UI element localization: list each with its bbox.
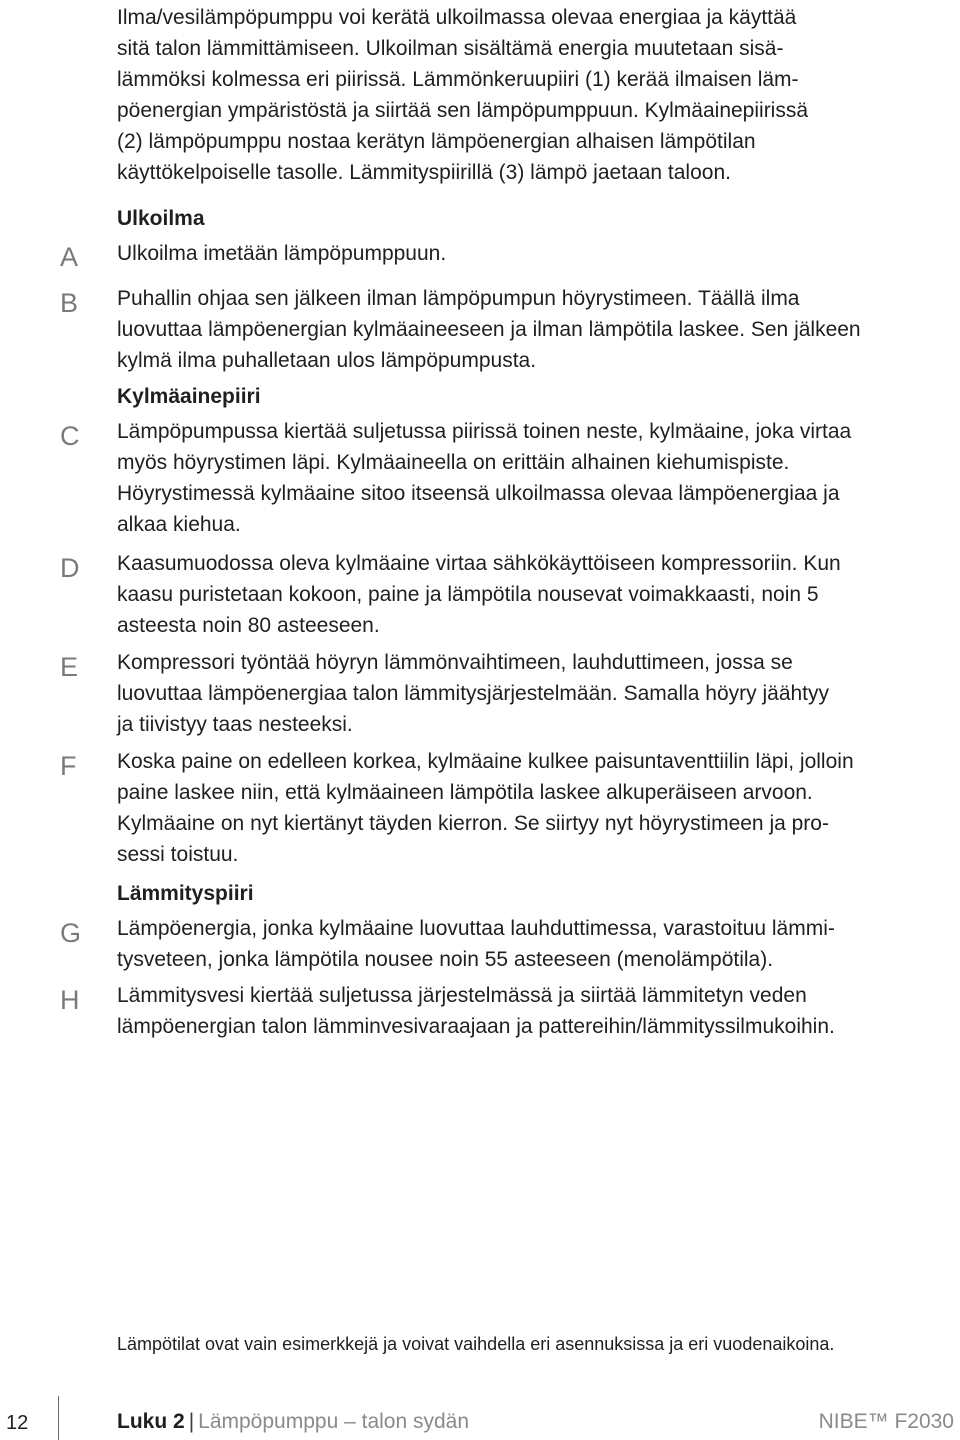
step-letter-g: G [60, 918, 82, 948]
chapter-label: Luku 2 [117, 1410, 185, 1433]
step-g-text [117, 913, 957, 975]
step-h-text [117, 980, 957, 1042]
intro-paragraph [117, 2, 957, 188]
intro-line: sitä talon lämmittämiseen. Ulkoilman sisältämä energia muutetaan sisä- [117, 37, 784, 60]
step-letter-d: D [60, 553, 80, 583]
step-line: Puhallin ohjaa sen jälkeen ilman lämpöpumpun höyrystimeen. Täällä ilma [117, 287, 800, 310]
step-line: luovuttaa lämpöenergian kylmäaineeseen ja ilman lämpötila laskee. Sen jälkeen [117, 318, 861, 341]
chapter-title: Lämpöpumppu – talon sydän [198, 1410, 470, 1433]
step-line: Kaasumuodossa oleva kylmäaine virtaa sähkökäyttöiseen kompressoriin. Kun [117, 552, 841, 575]
step-line: sessi toistuu. [117, 843, 239, 866]
step-f-text [117, 746, 957, 870]
step-e-text [117, 647, 957, 740]
intro-line: Ilma/vesilämpöpumppu voi kerätä ulkoilmassa olevaa energiaa ja käyttää [117, 6, 797, 29]
intro-line: pöenergian ympäristöstä ja siirtää sen lämpöpumppuun. Kylmäainepiirissä [117, 99, 809, 122]
section-heading-outdoor: Ulkoilma [117, 207, 205, 230]
step-letter-f: F [60, 751, 77, 781]
step-line: tysveteen, jonka lämpötila nousee noin 55 asteeseen (menolämpötila). [117, 948, 774, 971]
product-name: NIBE™ F2030 [818, 1410, 954, 1433]
step-line: alkaa kiehua. [117, 513, 241, 536]
step-line: Ulkoilma imetään lämpöpumppuun. [117, 242, 447, 265]
step-line: kaasu puristetaan kokoon, paine ja lämpötila nousevat voimakkaasti, noin 5 [117, 583, 819, 606]
intro-line: lämmöksi kolmessa eri piirissä. Lämmönkeruupiiri (1) kerää ilmaisen läm- [117, 68, 799, 91]
step-c-text [117, 416, 957, 540]
section-heading-refrigerant: Kylmäainepiiri [117, 385, 261, 408]
section-heading-heating: Lämmityspiiri [117, 882, 254, 905]
page-footer [0, 1396, 960, 1440]
footnote: Lämpötilat ovat vain esimerkkejä ja voivat vaihdella eri asennuksissa ja eri vuodenaikoina. [117, 1334, 835, 1354]
step-line: asteesta noin 80 asteeseen. [117, 614, 380, 637]
step-line: Lämpöenergia, jonka kylmäaine luovuttaa lauhduttimessa, varastoituu lämmi- [117, 917, 835, 940]
step-line: lämpöenergian talon lämminvesivaraajaan ja pattereihin/lämmityssilmukoihin. [117, 1015, 835, 1038]
step-line: myös höyrystimen läpi. Kylmäaineella on erittäin alhainen kiehumispiste. [117, 451, 790, 474]
step-d-text [117, 548, 957, 641]
page-number: 12 [6, 1412, 29, 1434]
step-letter-c: C [60, 421, 80, 451]
step-letter-a: A [60, 242, 79, 272]
step-line: Kompressori työntää höyryn lämmönvaihtimeen, lauhduttimeen, jossa se [117, 651, 793, 674]
step-line: luovuttaa lämpöenergiaa talon lämmitysjärjestelmään. Samalla höyry jäähtyy [117, 682, 830, 705]
step-line: ja tiivistyy taas nesteeksi. [117, 713, 353, 736]
step-line: Lämpöpumpussa kiertää suljetussa piirissä toinen neste, kylmäaine, joka virtaa [117, 420, 852, 443]
step-letter-b: B [60, 288, 79, 318]
step-letter-e: E [60, 652, 79, 682]
chapter-separator: | [188, 1410, 195, 1433]
step-b-text [117, 283, 957, 376]
step-line: kylmä ilma puhalletaan ulos lämpöpumpusta. [117, 349, 537, 372]
footer-divider [58, 1396, 59, 1440]
step-line: Höyrystimessä kylmäaine sitoo itseensä ulkoilmassa olevaa lämpöenergiaa ja [117, 482, 840, 505]
intro-line: käyttökelpoiselle tasolle. Lämmityspiirillä (3) lämpö jaetaan taloon. [117, 161, 731, 184]
chapter-line [117, 1410, 469, 1434]
step-line: Kylmäaine on nyt kiertänyt täyden kierron. Se siirtyy nyt höyrystimeen ja pro- [117, 812, 829, 835]
step-line: Koska paine on edelleen korkea, kylmäaine kulkee paisuntaventtiilin läpi, jolloin [117, 750, 854, 773]
step-letter-h: H [60, 985, 80, 1015]
step-line: Lämmitysvesi kiertää suljetussa järjestelmässä ja siirtää lämmitetyn veden [117, 984, 807, 1007]
step-line: paine laskee niin, että kylmäaineen lämpötila laskee alkuperäiseen arvoon. [117, 781, 813, 804]
intro-line: (2) lämpöpumppu nostaa kerätyn lämpöenergian alhaisen lämpötilan [117, 130, 756, 153]
step-a-text [117, 238, 957, 269]
